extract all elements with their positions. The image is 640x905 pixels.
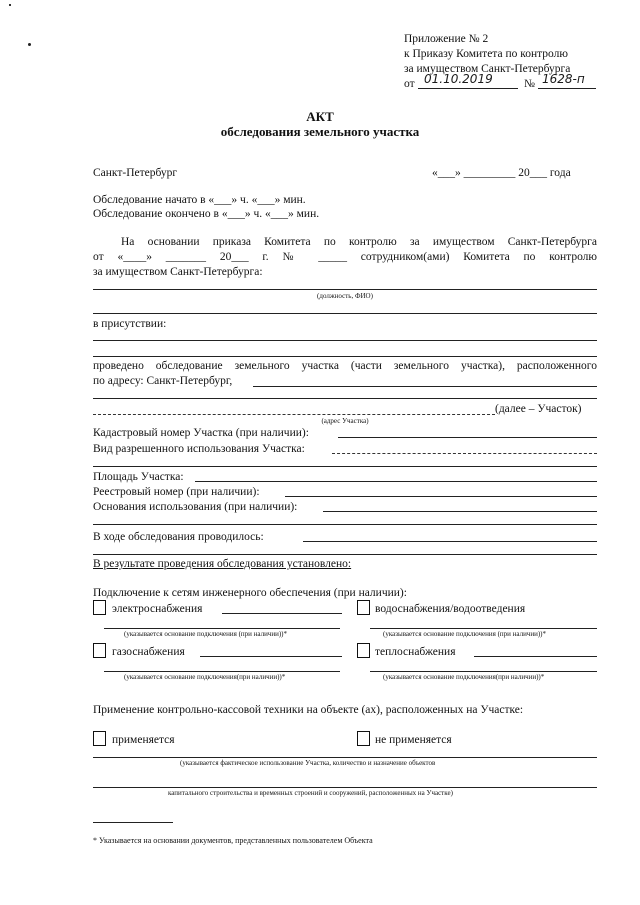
utilities-heading: Подключение к сетям инженерного обеспечения (при наличии): <box>93 587 407 599</box>
electricity-basis-line <box>104 628 340 629</box>
heat-caption: (указывается основание подключения(при наличии))* <box>383 673 545 681</box>
gas-line <box>200 656 342 657</box>
footnote-separator <box>93 822 173 823</box>
address-line-2 <box>93 398 597 399</box>
presence-line-2 <box>93 356 597 357</box>
gas-caption: (указывается основание подключения(при наличии))* <box>124 673 286 681</box>
water-checkbox[interactable] <box>357 600 370 615</box>
scan-speck <box>28 43 31 46</box>
registry-label: Реестровый номер (при наличии): <box>93 486 260 498</box>
appendix-order-ref: к Приказу Комитета по контролю <box>404 48 568 60</box>
usage-basis-line <box>323 511 597 512</box>
electricity-line <box>222 613 342 614</box>
electricity-checkbox[interactable] <box>93 600 106 615</box>
appendix-date-prefix: от <box>404 78 415 90</box>
usage-fact-caption-1: (указывается фактическое использование Участка, количество и назначение объектов <box>180 759 436 767</box>
presence-label: в присутствии: <box>93 318 167 330</box>
survey-end-time: Обследование окончено в «___» ч. «___» мин. <box>93 208 320 220</box>
usage-fact-caption-2: капитального строительства и временных строений и сооружений, расположенных на Участке) <box>168 789 453 797</box>
applied-label: применяется <box>112 734 175 746</box>
electricity-caption: (указывается основание подключения (при наличии))* <box>124 630 287 638</box>
heat-label: теплоснабжения <box>375 646 456 658</box>
conducted-label: В ходе обследования проводилось: <box>93 531 264 543</box>
basis-line-3: за имуществом Санкт-Петербурга: <box>93 266 263 278</box>
water-caption: (указывается основание подключения (при наличии))* <box>383 630 546 638</box>
conducted-line <box>303 541 597 542</box>
heat-checkbox[interactable] <box>357 643 370 658</box>
survey-suffix: (далее – Участок) <box>495 403 582 415</box>
established-label: В результате проведения обследования установлено: <box>93 558 352 570</box>
address-line-1 <box>253 386 597 387</box>
presence-line-1 <box>93 340 597 341</box>
electricity-label: электроснабжения <box>112 603 203 615</box>
scan-speck <box>9 4 11 6</box>
applied-checkbox[interactable] <box>93 731 106 746</box>
area-line <box>195 481 597 482</box>
appendix-committee: за имуществом Санкт-Петербурга <box>404 63 571 75</box>
heat-basis-line <box>370 671 597 672</box>
inspector-line-2 <box>93 313 597 314</box>
survey-start-time: Обследование начато в «___» ч. «___» мин. <box>93 194 306 206</box>
gas-basis-line <box>104 671 340 672</box>
appendix-number-line <box>538 88 596 89</box>
inspector-line <box>93 289 597 290</box>
document-title: АКТ <box>306 109 334 124</box>
permitted-use-line <box>332 453 597 454</box>
basis-line-1: На основании приказа Комитета по контролю за имуществом Санкт-Петербурга <box>121 236 597 248</box>
act-date-line: «___» _________ 20___ года <box>432 167 571 179</box>
footnote-text: * Указывается на основании документов, представленных пользователем Объекта <box>93 836 373 845</box>
heat-line <box>474 656 597 657</box>
gas-checkbox[interactable] <box>93 643 106 658</box>
appendix-number: Приложение № 2 <box>404 33 489 45</box>
not-applied-label: не применяется <box>375 734 452 746</box>
permitted-use-line-2 <box>93 466 597 467</box>
appendix-date-line <box>418 88 518 89</box>
cadastral-label: Кадастровый номер Участка (при наличии): <box>93 427 309 439</box>
not-applied-checkbox[interactable] <box>357 731 370 746</box>
usage-basis-label: Основания использования (при наличии): <box>93 501 298 513</box>
survey-line-1: проведено обследование земельного участка (части земельного участка), расположенного <box>93 360 597 372</box>
city-label: Санкт-Петербург <box>93 167 178 179</box>
document-subtitle: обследования земельного участка <box>220 124 420 139</box>
appendix-date-value: 01.10.2019 <box>424 72 493 86</box>
cadastral-line <box>338 437 597 438</box>
area-label: Площадь Участка: <box>93 471 184 483</box>
gas-label: газоснабжения <box>112 646 185 658</box>
registry-line <box>285 496 597 497</box>
usage-fact-line <box>93 757 597 758</box>
cash-register-heading: Применение контрольно-кассовой техники на объекте (ах), расположенных на Участке: <box>93 704 524 716</box>
address-line-3 <box>93 414 495 415</box>
water-label: водоснабжения/водоотведения <box>375 603 526 615</box>
permitted-use-label: Вид разрешенного использования Участка: <box>93 443 305 455</box>
water-basis-line <box>370 628 597 629</box>
position-caption: (должность, ФИО) <box>317 292 373 300</box>
usage-basis-line-2 <box>93 524 597 525</box>
appendix-number-value: 1628-п <box>542 72 585 86</box>
appendix-number-prefix: № <box>524 78 535 90</box>
conducted-line-2 <box>93 554 597 555</box>
usage-fact-line-2 <box>93 787 597 788</box>
address-caption: (адрес Участка) <box>321 417 369 425</box>
survey-line-2: по адресу: Санкт-Петербург, <box>93 375 233 387</box>
basis-line-2: от «____» _______ 20___ г. № _____ сотрудником(ами) Комитета по контролю <box>93 251 597 263</box>
